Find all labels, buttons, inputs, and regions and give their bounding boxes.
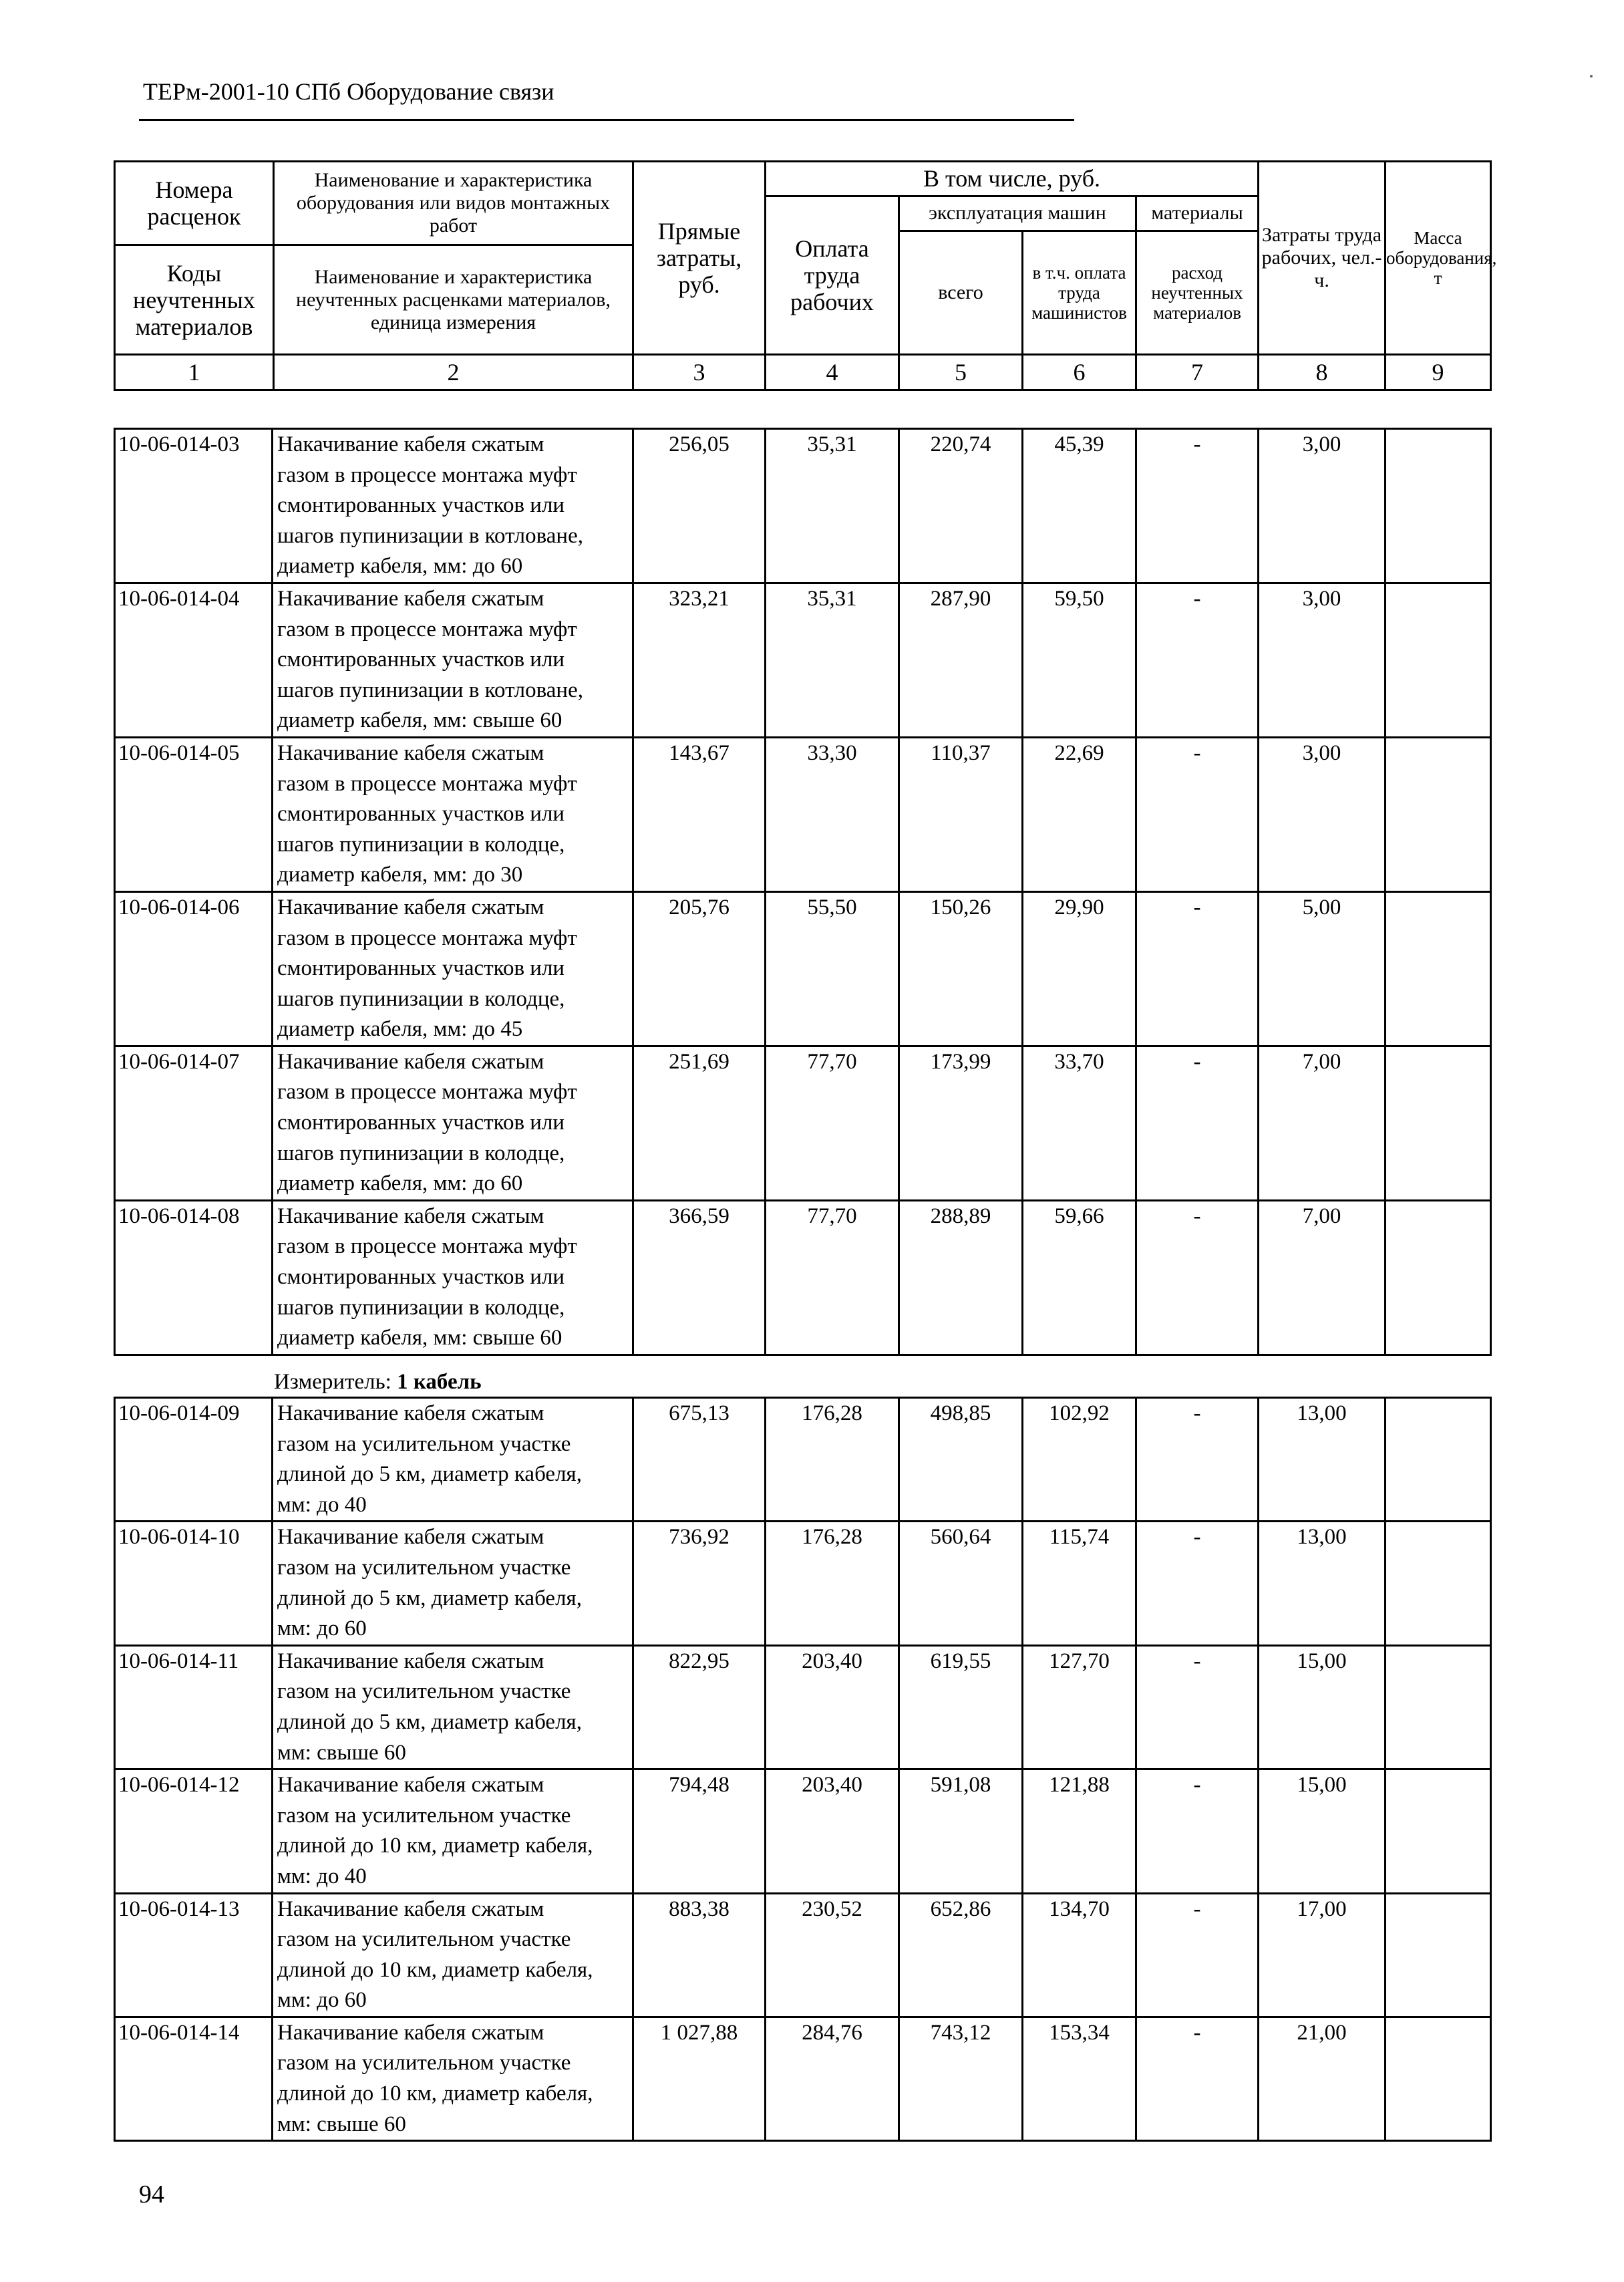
table-row — [115, 737, 1491, 891]
unaccounted-materials: - — [1136, 429, 1259, 583]
unaccounted-materials: - — [1136, 1893, 1259, 2017]
work-description — [273, 1398, 633, 1522]
unaccounted-materials: - — [1136, 1645, 1259, 1769]
work-description — [273, 1645, 633, 1769]
rate-code: 10-06-014-06 — [115, 891, 273, 1046]
table-row — [115, 1046, 1491, 1200]
description-line: смонтированных участков или — [277, 648, 565, 672]
machinists-pay: 29,90 — [1023, 891, 1136, 1046]
description-line: мм: до 60 — [277, 1616, 367, 1641]
unaccounted-materials: - — [1136, 1046, 1259, 1200]
equipment-mass — [1386, 1645, 1491, 1769]
table-row — [115, 2017, 1491, 2140]
machines-total: 220,74 — [899, 429, 1023, 583]
description-line: газом в процессе монтажа муфт — [277, 1080, 577, 1105]
table-row — [115, 1200, 1491, 1354]
description-line: газом на усилительном участке — [277, 1803, 571, 1828]
description-line: Накачивание кабеля сжатым — [277, 895, 544, 919]
machines-total: 173,99 — [899, 1046, 1023, 1200]
labor-pay: 203,40 — [766, 1645, 899, 1769]
page-number: 94 — [139, 2180, 164, 2208]
description-line: газом на усилительном участке — [277, 2051, 571, 2076]
description-line: Накачивание кабеля сжатым — [277, 1203, 544, 1228]
labor-hours: 3,00 — [1259, 429, 1386, 583]
description-line: Накачивание кабеля сжатым — [277, 1525, 544, 1550]
labor-hours: 17,00 — [1259, 1893, 1386, 2017]
measure-label: Измеритель: — [274, 1370, 391, 1394]
unaccounted-materials: - — [1136, 1398, 1259, 1522]
measure-unit — [274, 1370, 482, 1395]
labor-pay: 35,31 — [766, 583, 899, 737]
header-work-name: Наименование и характеристика оборудования или видов монтажных работ — [274, 162, 633, 245]
table-row — [115, 1893, 1491, 2017]
description-line: мм: свыше 60 — [277, 1740, 406, 1765]
description-line: газом в процессе монтажа муфт — [277, 925, 577, 950]
direct-costs: 822,95 — [633, 1645, 766, 1769]
description-line: длиной до 10 км, диаметр кабеля, — [277, 2082, 593, 2106]
table-row — [115, 583, 1491, 737]
machinists-pay: 102,92 — [1023, 1398, 1136, 1522]
table-row — [115, 891, 1491, 1046]
header-rate-numbers: Номера расценок — [115, 162, 274, 245]
description-line: диаметр кабеля, мм: до 45 — [277, 1017, 523, 1042]
direct-costs: 883,38 — [633, 1893, 766, 2017]
description-line: смонтированных участков или — [277, 802, 565, 827]
equipment-mass — [1386, 429, 1491, 583]
direct-costs: 736,92 — [633, 1522, 766, 1645]
header-machine-operation: эксплуатация машин — [899, 196, 1136, 231]
work-description — [273, 1522, 633, 1645]
equipment-mass — [1386, 737, 1491, 891]
labor-hours: 15,00 — [1259, 1769, 1386, 1893]
work-description — [273, 583, 633, 737]
rate-code: 10-06-014-09 — [115, 1398, 273, 1522]
machinists-pay: 59,50 — [1023, 583, 1136, 737]
description-line: Накачивание кабеля сжатым — [277, 1773, 544, 1798]
header-machines-total: всего — [899, 231, 1023, 355]
description-line: газом на усилительном участке — [277, 1555, 571, 1580]
rate-code: 10-06-014-13 — [115, 1893, 273, 2017]
description-line: шагов пупинизации в колодце, — [277, 986, 565, 1011]
labor-pay: 55,50 — [766, 891, 899, 1046]
description-line: диаметр кабеля, мм: свыше 60 — [277, 1326, 562, 1350]
labor-hours: 5,00 — [1259, 891, 1386, 1046]
labor-hours: 13,00 — [1259, 1522, 1386, 1645]
direct-costs: 323,21 — [633, 583, 766, 737]
column-number: 6 — [1023, 355, 1136, 390]
unaccounted-materials: - — [1136, 891, 1259, 1046]
equipment-mass — [1386, 1893, 1491, 2017]
description-line: Накачивание кабеля сжатым — [277, 432, 544, 456]
work-description — [273, 1769, 633, 1893]
direct-costs: 256,05 — [633, 429, 766, 583]
scan-speck — [1590, 75, 1593, 78]
column-number: 7 — [1136, 355, 1259, 390]
equipment-mass — [1386, 1046, 1491, 1200]
column-number: 3 — [633, 355, 766, 390]
measure-value: 1 кабель — [397, 1370, 482, 1394]
work-description — [273, 737, 633, 891]
header-direct-costs: Прямые затраты, руб. — [633, 162, 766, 355]
description-line: газом в процессе монтажа муфт — [277, 462, 577, 487]
machinists-pay: 121,88 — [1023, 1769, 1136, 1893]
labor-pay: 77,70 — [766, 1046, 899, 1200]
description-line: газом на усилительном участке — [277, 1679, 571, 1704]
labor-pay: 176,28 — [766, 1398, 899, 1522]
table-row — [115, 429, 1491, 583]
description-line: длиной до 5 км, диаметр кабеля, — [277, 1462, 582, 1487]
work-description — [273, 1200, 633, 1354]
direct-costs: 794,48 — [633, 1769, 766, 1893]
labor-hours: 7,00 — [1259, 1046, 1386, 1200]
description-line: Накачивание кабеля сжатым — [277, 586, 544, 611]
description-line: смонтированных участков или — [277, 1111, 565, 1135]
unaccounted-materials: - — [1136, 1200, 1259, 1354]
equipment-mass — [1386, 1769, 1491, 1893]
unaccounted-materials: - — [1136, 1522, 1259, 1645]
equipment-mass — [1386, 583, 1491, 737]
machines-total: 560,64 — [899, 1522, 1023, 1645]
labor-hours: 3,00 — [1259, 737, 1386, 891]
description-line: шагов пупинизации в колодце, — [277, 1141, 565, 1165]
machines-total: 652,86 — [899, 1893, 1023, 2017]
rate-code: 10-06-014-08 — [115, 1200, 273, 1354]
description-line: газом в процессе монтажа муфт — [277, 1234, 577, 1259]
column-number: 8 — [1259, 355, 1386, 390]
table-row — [115, 1522, 1491, 1645]
description-line: шагов пупинизации в котловане, — [277, 678, 583, 702]
description-line: длиной до 5 км, диаметр кабеля, — [277, 1709, 582, 1734]
work-description — [273, 1046, 633, 1200]
labor-pay: 35,31 — [766, 429, 899, 583]
labor-pay: 284,76 — [766, 2017, 899, 2140]
column-number: 4 — [766, 355, 899, 390]
description-line: шагов пупинизации в колодце, — [277, 1295, 565, 1320]
header-material-name: Наименование и характеристика неучтенных расценками материалов, единица измерения — [274, 245, 633, 355]
labor-hours: 21,00 — [1259, 2017, 1386, 2140]
description-line: Накачивание кабеля сжатым — [277, 1649, 544, 1673]
equipment-mass — [1386, 891, 1491, 1046]
description-line: мм: до 60 — [277, 1988, 367, 2013]
equipment-mass — [1386, 1200, 1491, 1354]
table-row — [115, 1645, 1491, 1769]
machinists-pay: 22,69 — [1023, 737, 1136, 891]
labor-pay: 203,40 — [766, 1769, 899, 1893]
machines-total: 287,90 — [899, 583, 1023, 737]
description-line: длиной до 10 км, диаметр кабеля, — [277, 1957, 593, 1982]
labor-pay: 176,28 — [766, 1522, 899, 1645]
description-line: смонтированных участков или — [277, 493, 565, 518]
work-description — [273, 2017, 633, 2140]
rate-code: 10-06-014-04 — [115, 583, 273, 737]
description-line: Накачивание кабеля сжатым — [277, 740, 544, 765]
direct-costs: 205,76 — [633, 891, 766, 1046]
description-line: смонтированных участков или — [277, 956, 565, 981]
machines-total: 498,85 — [899, 1398, 1023, 1522]
description-line: мм: до 40 — [277, 1492, 367, 1517]
machinists-pay: 134,70 — [1023, 1893, 1136, 2017]
header-machinists-pay: в т.ч. оплата труда машинистов — [1023, 231, 1136, 355]
description-line: диаметр кабеля, мм: до 60 — [277, 1171, 523, 1196]
description-line: диаметр кабеля, мм: свыше 60 — [277, 708, 562, 733]
description-line: длиной до 5 км, диаметр кабеля, — [277, 1586, 582, 1610]
unaccounted-materials: - — [1136, 2017, 1259, 2140]
description-line: диаметр кабеля, мм: до 30 — [277, 863, 523, 887]
column-number: 5 — [899, 355, 1023, 390]
direct-costs: 1 027,88 — [633, 2017, 766, 2140]
rate-code: 10-06-014-12 — [115, 1769, 273, 1893]
description-line: Накачивание кабеля сжатым — [277, 1896, 544, 1921]
description-line: Накачивание кабеля сжатым — [277, 2020, 544, 2045]
direct-costs: 251,69 — [633, 1046, 766, 1200]
title-underline — [139, 119, 1074, 121]
unaccounted-materials: - — [1136, 737, 1259, 891]
direct-costs: 143,67 — [633, 737, 766, 891]
rate-code: 10-06-014-07 — [115, 1046, 273, 1200]
table-row — [115, 1398, 1491, 1522]
equipment-mass — [1386, 1522, 1491, 1645]
header-equipment-mass: Масса оборудования, т — [1386, 162, 1491, 355]
direct-costs: 675,13 — [633, 1398, 766, 1522]
machines-total: 591,08 — [899, 1769, 1023, 1893]
column-number: 2 — [274, 355, 633, 390]
description-line: мм: до 40 — [277, 1864, 367, 1888]
table-row — [115, 1769, 1491, 1893]
machinists-pay: 33,70 — [1023, 1046, 1136, 1200]
column-number: 1 — [115, 355, 274, 390]
machines-total: 150,26 — [899, 891, 1023, 1046]
document-title: ТЕРм-2001-10 СПб Оборудование связи — [143, 78, 554, 105]
labor-hours: 7,00 — [1259, 1200, 1386, 1354]
header-including-group: В том числе, руб. — [766, 162, 1259, 196]
labor-hours: 15,00 — [1259, 1645, 1386, 1769]
equipment-mass — [1386, 1398, 1491, 1522]
machinists-pay: 153,34 — [1023, 2017, 1136, 2140]
machinists-pay: 127,70 — [1023, 1645, 1136, 1769]
description-line: газом на усилительном участке — [277, 1927, 571, 1952]
rate-code: 10-06-014-05 — [115, 737, 273, 891]
labor-hours: 3,00 — [1259, 583, 1386, 737]
rates-table-part-2 — [114, 1397, 1492, 2142]
rate-code: 10-06-014-03 — [115, 429, 273, 583]
header-materials: материалы — [1136, 196, 1259, 231]
header-labor-hours: Затраты труда рабочих, чел.-ч. — [1259, 162, 1386, 355]
rate-code: 10-06-014-10 — [115, 1522, 273, 1645]
labor-pay: 77,70 — [766, 1200, 899, 1354]
machines-total: 743,12 — [899, 2017, 1023, 2140]
equipment-mass — [1386, 2017, 1491, 2140]
description-line: мм: свыше 60 — [277, 2112, 406, 2136]
machinists-pay: 45,39 — [1023, 429, 1136, 583]
description-line: длиной до 10 км, диаметр кабеля, — [277, 1834, 593, 1858]
labor-pay: 33,30 — [766, 737, 899, 891]
labor-hours: 13,00 — [1259, 1398, 1386, 1522]
description-line: газом в процессе монтажа муфт — [277, 617, 577, 641]
labor-pay: 230,52 — [766, 1893, 899, 2017]
rates-table-part-1 — [114, 428, 1492, 1356]
column-number: 9 — [1386, 355, 1491, 390]
description-line: газом в процессе монтажа муфт — [277, 771, 577, 796]
description-line: Накачивание кабеля сжатым — [277, 1401, 544, 1425]
unaccounted-materials: - — [1136, 583, 1259, 737]
machines-total: 619,55 — [899, 1645, 1023, 1769]
unaccounted-materials: - — [1136, 1769, 1259, 1893]
header-unaccounted-materials: расход неучтенных материалов — [1136, 231, 1259, 355]
machines-total: 110,37 — [899, 737, 1023, 891]
machines-total: 288,89 — [899, 1200, 1023, 1354]
description-line: диаметр кабеля, мм: до 60 — [277, 554, 523, 579]
description-line: шагов пупинизации в колодце, — [277, 832, 565, 857]
rate-code: 10-06-014-11 — [115, 1645, 273, 1769]
description-line: газом на усилительном участке — [277, 1431, 571, 1456]
description-line: Накачивание кабеля сжатым — [277, 1049, 544, 1074]
description-line: шагов пупинизации в котловане, — [277, 523, 583, 548]
header-material-codes: Коды неучтенных материалов — [115, 245, 274, 355]
direct-costs: 366,59 — [633, 1200, 766, 1354]
work-description — [273, 891, 633, 1046]
rate-code: 10-06-014-14 — [115, 2017, 273, 2140]
column-header-table — [114, 160, 1497, 391]
description-line: смонтированных участков или — [277, 1265, 565, 1290]
machinists-pay: 115,74 — [1023, 1522, 1136, 1645]
machinists-pay: 59,66 — [1023, 1200, 1136, 1354]
work-description — [273, 429, 633, 583]
work-description — [273, 1893, 633, 2017]
header-labor-pay: Оплата труда рабочих — [766, 196, 899, 354]
